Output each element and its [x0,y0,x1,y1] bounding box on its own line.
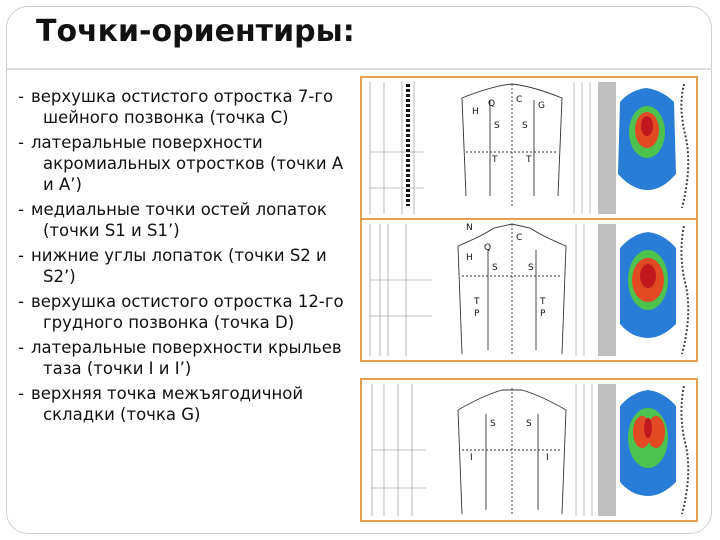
thermal-map [620,232,676,338]
list-item: - латеральные поверхности крыльев таза (точки I и I’) [18,338,342,378]
svg-text:S: S [492,263,498,273]
svg-text:S: S [490,419,496,429]
list-item: - верхняя точка межъягодичной складки (точка G) [18,384,304,424]
back-outline [458,224,566,356]
svg-text:C: C [516,95,523,105]
svg-text:T: T [492,155,498,165]
svg-text:S: S [522,121,528,131]
list-item: - верхушка остистого отростка 12-го грудного позвонка (точка D) [18,292,344,332]
spine-curve [681,226,688,354]
spine-curve [681,386,688,514]
title-divider [6,68,712,70]
measurement-chart [370,224,432,356]
svg-text:Q: Q [484,243,492,253]
svg-text:S: S [526,419,532,429]
point-labels [470,419,549,463]
svg-text:S: S [528,263,534,273]
svg-text:T: T [540,297,546,307]
topography-figure-1 [360,76,698,220]
back-outline [458,388,566,516]
svg-text:I: I [470,453,473,463]
thermal-map [618,88,676,190]
svg-text:H: H [466,253,473,263]
svg-text:Q: Q [488,99,496,109]
svg-text:T: T [526,155,532,165]
topography-figure-2 [360,218,698,362]
measurement-chart [370,82,424,214]
list-item: - латеральные поверхности акромиальных отростков (точки А и А’) [18,133,344,194]
svg-text:P: P [540,309,546,319]
svg-text:G: G [538,101,545,111]
slide-title: Точки-ориентиры: [36,14,355,49]
svg-text:P: P [474,309,480,319]
landmark-points-list [18,86,350,429]
svg-text:T: T [474,297,480,307]
svg-text:N: N [466,223,473,233]
topography-figure-3 [360,378,698,522]
svg-text:H: H [472,107,479,117]
svg-text:C: C [516,233,523,243]
list-item: - медиальные точки остей лопаток (точки S1 и S1’) [18,200,327,240]
svg-text:I: I [546,453,549,463]
thermal-map [620,390,676,496]
svg-text:S: S [494,121,500,131]
back-outline [462,84,562,208]
measurement-chart [372,384,426,516]
list-item: - верхушка остистого отростка 7-го шейного позвонка (точка С) [18,87,334,127]
spine-curve [681,84,688,208]
list-item: - нижние углы лопаток (точки S2 и S2’) [18,246,327,286]
